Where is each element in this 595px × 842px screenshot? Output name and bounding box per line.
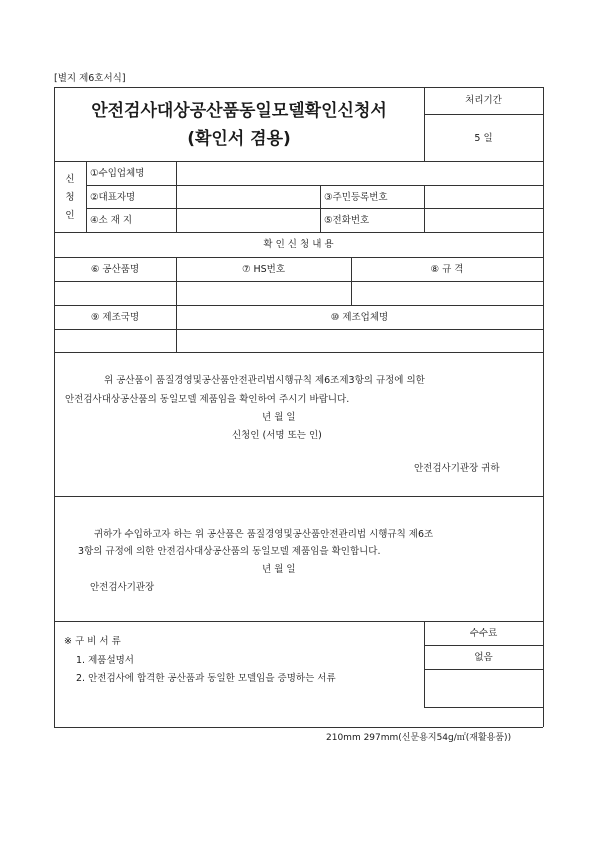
- address-field[interactable]: [177, 209, 319, 231]
- fee-divider: [424, 707, 543, 708]
- confirmation-issuer: 안전검사기관장: [90, 582, 155, 593]
- request-date: 년 월 일: [262, 412, 296, 423]
- phone-field[interactable]: [425, 209, 542, 231]
- address-label: ④소 재 지: [90, 215, 133, 226]
- document-item: 1. 제품설명서: [76, 655, 134, 666]
- representative-field[interactable]: [177, 186, 319, 207]
- documents-heading: ※ 구 비 서 류: [64, 636, 121, 647]
- fee-label: 수수료: [469, 628, 498, 639]
- processing-period-value: 5 일: [474, 133, 493, 144]
- fee-value: 없음: [474, 652, 493, 663]
- form-number: [별지 제6호서식]: [54, 73, 126, 84]
- country-label: ⑨ 제조국명: [90, 312, 140, 323]
- representative-label: ②대표자명: [90, 192, 136, 203]
- processing-divider: [424, 114, 543, 115]
- mid-column-border: [320, 185, 321, 232]
- form-subtitle: (확인서 겸용): [187, 129, 291, 149]
- row-divider: [54, 257, 543, 258]
- resident-number-field[interactable]: [425, 186, 542, 207]
- table-bottom-border: [54, 727, 543, 728]
- confirmation-date: 년 월 일: [262, 564, 296, 575]
- manufacturer-label: ⑩ 제조업체명: [330, 312, 389, 323]
- fee-divider: [424, 645, 543, 646]
- hs-code-field[interactable]: [177, 282, 350, 304]
- row-divider: [54, 305, 543, 306]
- product-name-label: ⑥ 공산품명: [90, 264, 140, 275]
- confirmation-line-2: 3항의 규정에 의한 안전검사대상공산품의 동일모델 제품임을 확인합니다.: [78, 546, 381, 557]
- importer-field[interactable]: [177, 162, 542, 184]
- application-heading: 확 인 신 청 내 용: [263, 239, 334, 250]
- table-right-border: [543, 87, 544, 727]
- request-line-2: 안전검사대상공산품의 동일모델 제품임을 확인하여 주시기 바랍니다.: [65, 394, 350, 405]
- request-addressee: 안전검사기관장 귀하: [414, 463, 500, 474]
- applicant-side-label-1: 신: [65, 174, 75, 185]
- request-line-1: 위 공산품이 품질경영및공산품안전관리법시행규칙 제6조제3항의 규정에 의한: [104, 375, 425, 386]
- country-field[interactable]: [55, 330, 175, 351]
- spec-field[interactable]: [352, 282, 542, 304]
- table-top-border: [54, 87, 543, 88]
- resident-number-label: ③주민등록번호: [324, 192, 388, 203]
- applicant-side-label-2: 청: [65, 192, 75, 203]
- spec-label: ⑧ 규 격: [430, 264, 464, 275]
- section-divider: [54, 496, 543, 497]
- applicant-column-border: [86, 161, 87, 232]
- applicant-signature: 신청인 (서명 또는 인): [232, 430, 322, 441]
- fee-divider: [424, 669, 543, 670]
- paper-spec-footer: 210mm 297mm(신문용지54g/㎡(재활용품)): [326, 733, 512, 743]
- phone-label: ⑤전화번호: [324, 215, 370, 226]
- form-title: 안전검사대상공산품동일모델확인신청서: [91, 101, 387, 121]
- product-name-field[interactable]: [55, 282, 175, 304]
- manufacturer-field[interactable]: [177, 330, 542, 351]
- row-divider: [54, 352, 543, 353]
- section-divider: [54, 621, 543, 622]
- processing-period-label: 처리기간: [465, 95, 502, 106]
- row-divider: [54, 232, 543, 233]
- confirmation-line-1: 귀하가 수입하고자 하는 위 공산품은 품질경영및공산품안전관리법 시행규칙 제6조: [94, 529, 434, 540]
- applicant-side-label-3: 인: [65, 210, 75, 221]
- document-item: 2. 안전검사에 합격한 공산품과 동일한 모델임을 증명하는 서류: [76, 673, 336, 684]
- importer-label: ①수입업체명: [90, 168, 145, 179]
- hs-code-label: ⑦ HS번호: [241, 264, 286, 275]
